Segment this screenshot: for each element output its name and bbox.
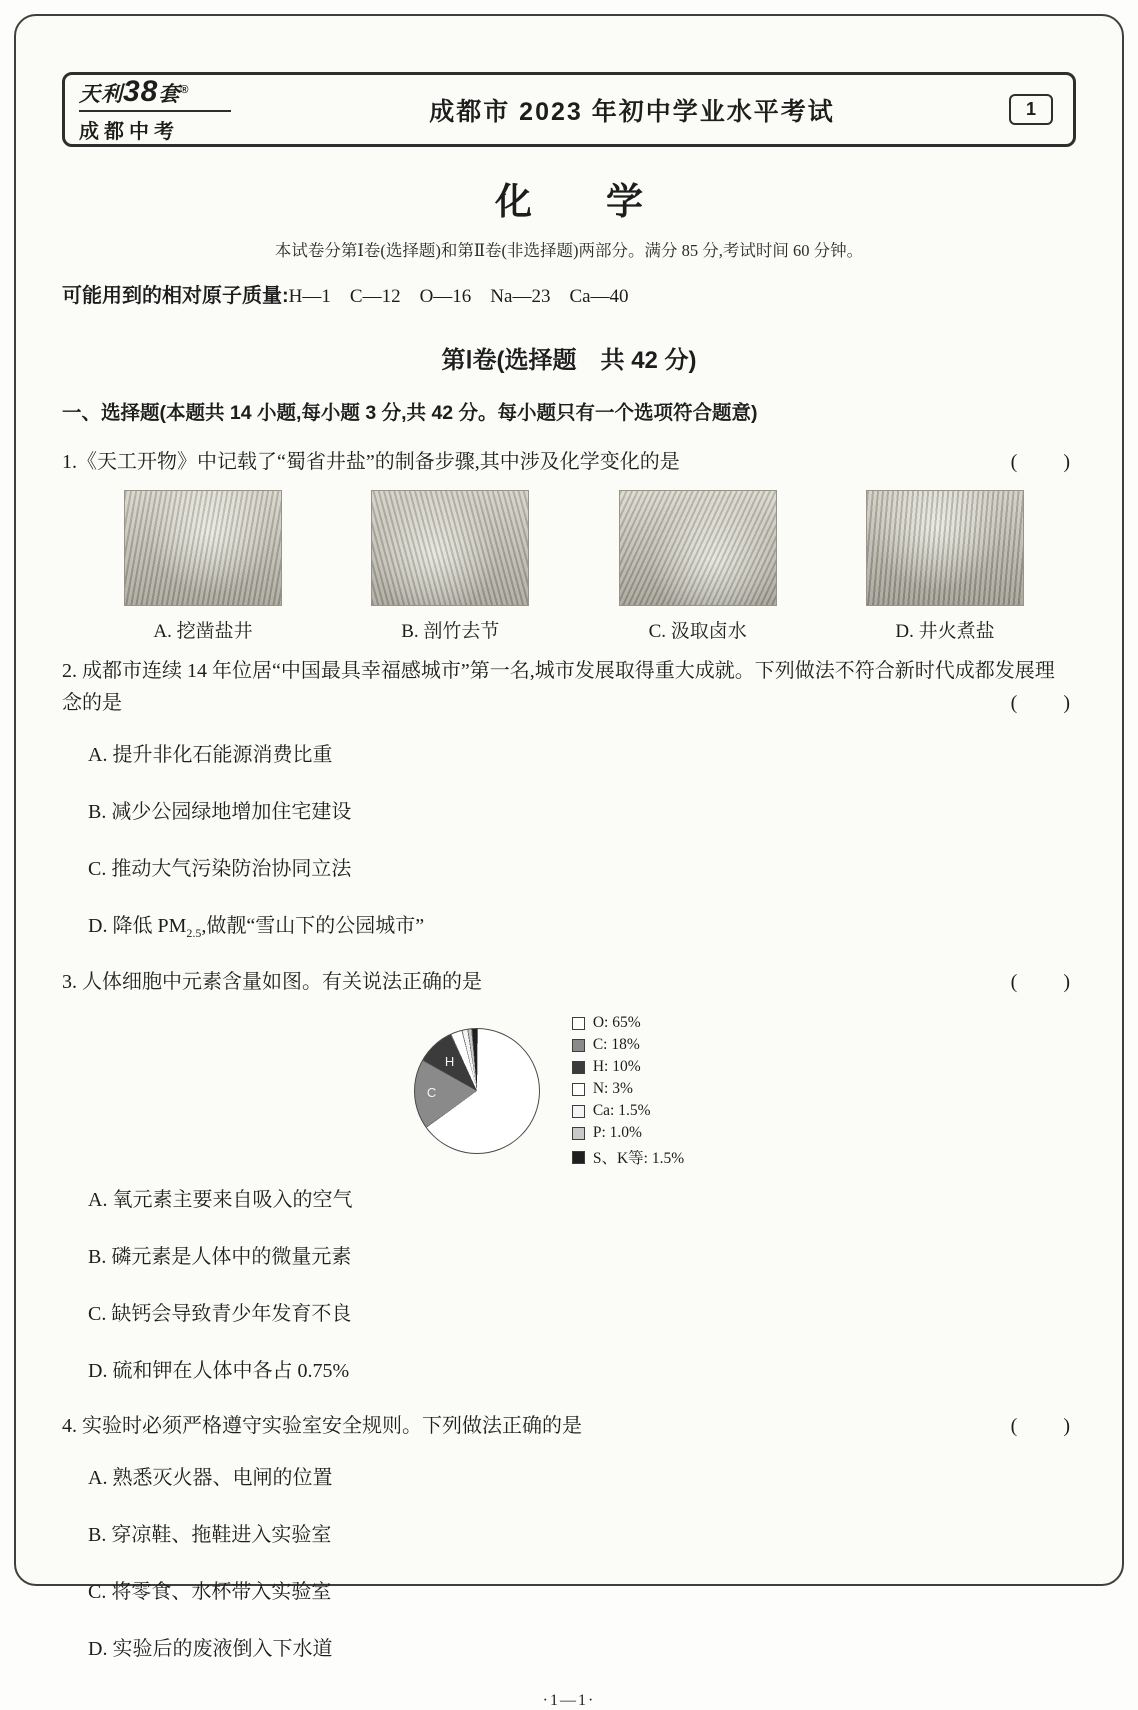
element-content-chart (62, 1014, 1036, 1168)
legend-item (572, 1014, 684, 1032)
legend-swatch (572, 1127, 585, 1140)
illustration-cutting-bamboo (371, 490, 529, 606)
q1-caption-c: C. 汲取卤水 (648, 621, 747, 643)
q2-option-b: B. 减少公园绿地增加住宅建设 (88, 801, 352, 824)
legend-swatch (572, 1061, 585, 1074)
answer-bracket-1: ( ) (1010, 451, 1072, 474)
q1-figure-b (371, 490, 529, 643)
legend-label: N: 3% (592, 1080, 633, 1098)
atomic-mass-values: H—1 C—12 O—16 Na—23 Ca—40 (288, 286, 629, 307)
brand-divider (79, 110, 231, 112)
question-1-images (62, 486, 1076, 643)
legend-item (572, 1102, 684, 1120)
legend-label: H: 10% (592, 1058, 641, 1076)
illustration-digging-salt-well (124, 490, 282, 606)
illustration-boiling-salt (866, 490, 1024, 606)
brand-name-suffix: 套 (158, 83, 181, 106)
illustration-drawing-brine (619, 490, 777, 606)
legend-swatch (572, 1039, 585, 1052)
q4-option-c: C. 将零食、水杯带入实验室 (88, 1581, 332, 1604)
pm-subscript: 2.5 (186, 926, 202, 941)
subject-title: 化 学 (495, 181, 643, 222)
question-1-text: 1.《天工开物》中记载了“蜀省井盐”的制备步骤,其中涉及化学变化的是 (62, 451, 680, 474)
legend-item (572, 1080, 684, 1098)
q1-caption-a: A. 挖凿盐井 (153, 621, 253, 643)
legend-swatch (572, 1151, 585, 1164)
question-1 (62, 446, 1076, 478)
legend-label: P: 1.0% (592, 1124, 642, 1142)
q2-option-d-pre: D. 降低 PM (88, 915, 187, 938)
legend-label: C: 18% (592, 1036, 640, 1054)
q1-caption-d: D. 井火煮盐 (895, 621, 995, 643)
q4-option-a: A. 熟悉灭火器、电闸的位置 (88, 1467, 333, 1490)
legend-label: Ca: 1.5% (592, 1102, 651, 1120)
legend-item (572, 1124, 684, 1142)
q2-option-a: A. 提升非化石能源消费比重 (88, 744, 333, 767)
question-4 (62, 1410, 1076, 1442)
pie-slice-label-h: H (444, 1054, 455, 1070)
registered-mark-icon: ® (180, 84, 190, 96)
legend-label: S、K等: 1.5% (592, 1150, 685, 1168)
q2-option-c: C. 推动大气污染防治协同立法 (88, 858, 352, 881)
question-2-text: 2. 成都市连续 14 年位居“中国最具幸福感城市”第一名,城市发展取得重大成就。下列做法不符合新时代成都发展理念的是 (62, 660, 1055, 715)
answer-bracket-4: ( ) (1010, 1415, 1072, 1438)
answer-bracket-2: ( ) (1010, 692, 1072, 715)
brand-name (79, 75, 255, 109)
q3-option-a: A. 氧元素主要来自吸入的空气 (88, 1189, 353, 1212)
exam-note: 本试卷分第Ⅰ卷(选择题)和第Ⅱ卷(非选择题)两部分。满分 85 分,考试时间 60 分钟。 (274, 241, 864, 260)
brand-subtitle: 成都中考 (79, 121, 179, 143)
question-4-text: 4. 实验时必须严格遵守实验室安全规则。下列做法正确的是 (62, 1415, 582, 1438)
exam-title: 成都市 2023 年初中学业水平考试 (429, 97, 835, 126)
exam-page (14, 14, 1124, 1710)
q1-figure-c (619, 490, 777, 643)
atomic-mass-line (62, 279, 1076, 308)
question-3 (62, 966, 1076, 998)
q4-option-d: D. 实验后的废液倒入下水道 (88, 1638, 333, 1661)
legend-label: O: 65% (592, 1014, 641, 1032)
q1-figure-a (124, 490, 282, 643)
q1-caption-b: B. 剖竹去节 (401, 621, 500, 643)
q3-option-c: C. 缺钙会导致青少年发育不良 (88, 1303, 352, 1326)
brand-logo (79, 75, 255, 144)
page-number-badge: 1 (1009, 94, 1053, 125)
q2-option-d-post: ,做靓“雪山下的公园城市” (201, 915, 425, 938)
page-footer: ·1—1· (542, 1692, 596, 1710)
legend-item (572, 1146, 684, 1168)
legend-item (572, 1058, 684, 1076)
pie-legend (572, 1014, 684, 1168)
q2-option-d (88, 913, 1076, 941)
brand-name-pre: 天利 (79, 83, 123, 106)
q3-option-d: D. 硫和钾在人体中各占 0.75% (88, 1360, 350, 1383)
legend-item (572, 1036, 684, 1054)
atomic-mass-label: 可能用到的相对原子质量: (62, 285, 289, 307)
section-title: 第Ⅰ卷(选择题 共 42 分) (441, 347, 697, 374)
brand-name-number: 38 (123, 75, 159, 108)
q3-option-b: B. 磷元素是人体中的微量元素 (88, 1246, 352, 1269)
pie-chart-wrap (414, 1028, 540, 1154)
q1-figure-d (866, 490, 1024, 643)
section-instruction: 一、选择题(本题共 14 小题,每小题 3 分,共 42 分。每小题只有一个选项符合题意) (62, 402, 758, 424)
pie-slice-label-c: C (426, 1085, 437, 1101)
legend-swatch (572, 1105, 585, 1118)
legend-swatch (572, 1017, 585, 1030)
question-3-text: 3. 人体细胞中元素含量如图。有关说法正确的是 (62, 971, 482, 994)
answer-bracket-3: ( ) (1010, 971, 1072, 994)
header (62, 72, 1076, 147)
question-2 (62, 655, 1076, 719)
q4-option-b: B. 穿凉鞋、拖鞋进入实验室 (88, 1524, 332, 1547)
legend-swatch (572, 1083, 585, 1096)
